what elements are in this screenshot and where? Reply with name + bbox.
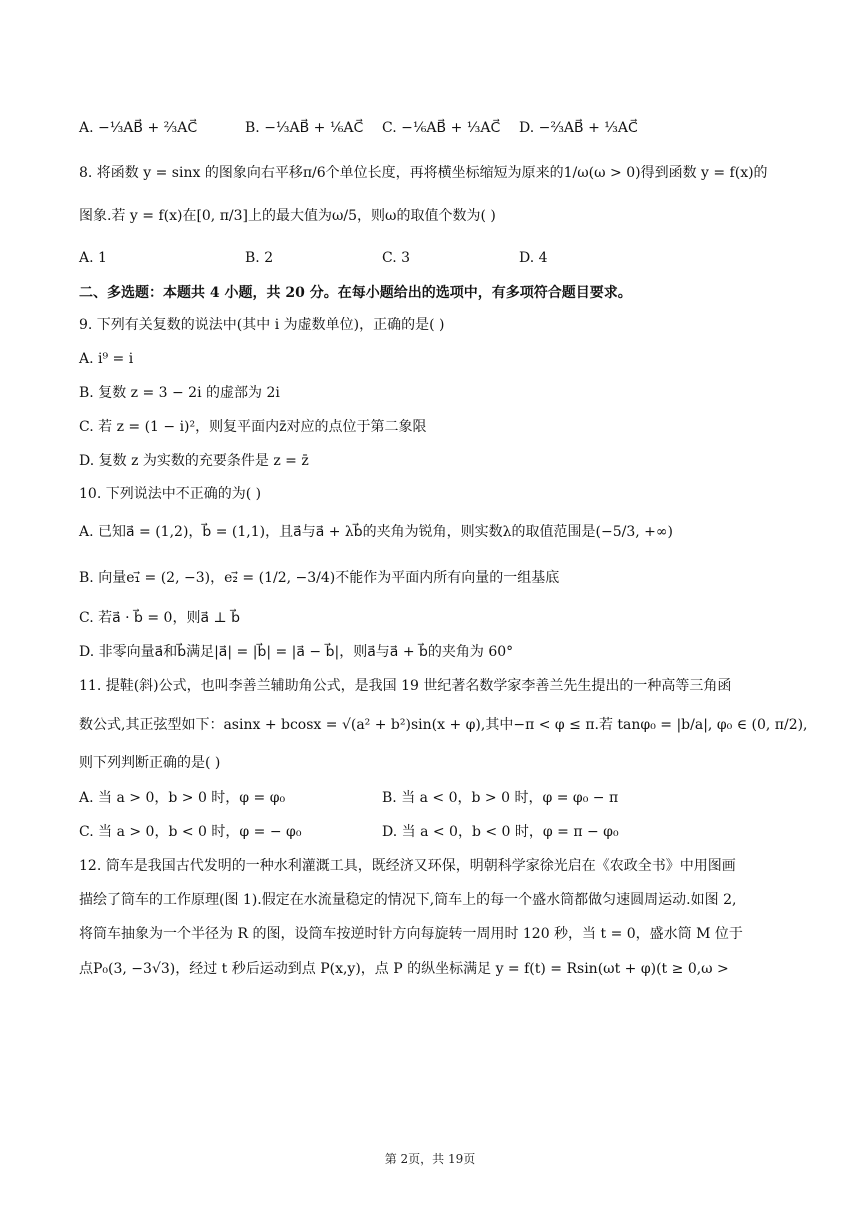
section-heading: 二、多选题：本题共 4 小题，共 20 分。在每小题给出的选项中，有多项符合题目要求。 xyxy=(79,285,632,301)
q10-option-b: B. 向量e₁⃗ = (2, −3)，e₂⃗ = (1/2, −3/4)不能作为平面内所有向量的一组基底 xyxy=(79,570,560,586)
q11-option-d: D. 当 a < 0，b < 0 时，φ = π − φ₀ xyxy=(382,824,619,840)
q12-stem-line2: 描绘了筒车的工作原理(图 1).假定在水流量稳定的情况下,筒车上的每一个盛水筒都做匀速圆周运动.如图 2, xyxy=(79,892,737,908)
q12-stem-line4: 点P₀(3, −3√3)，经过 t 秒后运动到点 P(x,y)，点 P 的纵坐标满足 y = f(t) = Rsin(ωt + φ)(t ≥ 0,ω > xyxy=(79,961,729,977)
page-footer: 第 2页，共 19页 xyxy=(384,1152,476,1166)
q8-stem-line2: 图象.若 y = f(x)在[0, π/3]上的最大值为ω/5，则ω的取值个数为( ) xyxy=(79,208,496,224)
q11-stem-line2: 数公式,其正弦型如下：asinx + bcosx = √(a² + b²)sin(x + φ),其中−π < φ ≤ π.若 tanφ₀ = |b/a|, φ₀ ∈ (0, π/2), xyxy=(79,717,808,733)
q7-option-a: A. −⅓AB⃗ + ⅔AC⃗ xyxy=(79,120,198,136)
q11-option-c: C. 当 a > 0，b < 0 时，φ = − φ₀ xyxy=(79,824,302,840)
q9-option-a: A. i⁹ = i xyxy=(79,351,134,367)
q9-option-d: D. 复数 z 为实数的充要条件是 z = z̄ xyxy=(79,453,309,469)
q10-stem: 10. 下列说法中不正确的为( ) xyxy=(79,486,262,502)
q9-stem: 9. 下列有关复数的说法中(其中 i 为虚数单位)，正确的是( ) xyxy=(79,317,445,333)
q12-stem-line3: 将筒车抽象为一个半径为 R 的图，设筒车按逆时针方向每旋转一周用时 120 秒，当 t = 0，盛水筒 M 位于 xyxy=(79,926,743,942)
q11-option-b: B. 当 a < 0，b > 0 时，φ = φ₀ − π xyxy=(382,790,619,806)
q8-option-a: A. 1 xyxy=(79,250,107,266)
q11-stem-line3: 则下列判断正确的是( ) xyxy=(79,755,221,771)
q9-option-c: C. 若 z = (1 − i)²，则复平面内z̄对应的点位于第二象限 xyxy=(79,419,427,435)
q10-option-d: D. 非零向量a⃗和b⃗满足|a⃗| = |b⃗| = |a⃗ − b⃗|，则a⃗与a⃗ + b⃗的夹角为 60° xyxy=(79,644,514,660)
q7-option-d: D. −⅔AB⃗ + ⅓AC⃗ xyxy=(519,120,638,136)
q8-stem-line1: 8. 将函数 y = sinx 的图象向右平移π/6个单位长度，再将横坐标缩短为原来的1/ω(ω > 0)得到函数 y = f(x)的 xyxy=(79,165,768,181)
q11-stem-line1: 11. 提鞋(斜)公式，也叫李善兰辅助角公式，是我国 19 世纪著名数学家李善兰先生提出的一种高等三角函 xyxy=(79,678,732,694)
q11-option-a: A. 当 a > 0，b > 0 时，φ = φ₀ xyxy=(79,790,286,806)
q10-option-a: A. 已知a⃗ = (1,2)，b⃗ = (1,1)，且a⃗与a⃗ + λb⃗的夹角为锐角，则实数λ的取值范围是(−5/3, +∞) xyxy=(79,524,674,540)
q9-option-b: B. 复数 z = 3 − 2i 的虚部为 2i xyxy=(79,385,280,401)
q10-option-c: C. 若a⃗ · b⃗ = 0，则a⃗ ⊥ b⃗ xyxy=(79,610,240,626)
q12-stem-line1: 12. 筒车是我国古代发明的一种水利灌溉工具，既经济又环保，明朝科学家徐光启在《农政全书》中用图画 xyxy=(79,858,736,874)
q8-option-b: B. 2 xyxy=(245,250,274,266)
q7-option-b: B. −⅓AB⃗ + ⅙AC⃗ xyxy=(245,120,364,136)
q8-option-d: D. 4 xyxy=(519,250,548,266)
q7-option-c: C. −⅙AB⃗ + ⅓AC⃗ xyxy=(382,120,501,136)
q8-option-c: C. 3 xyxy=(382,250,411,266)
